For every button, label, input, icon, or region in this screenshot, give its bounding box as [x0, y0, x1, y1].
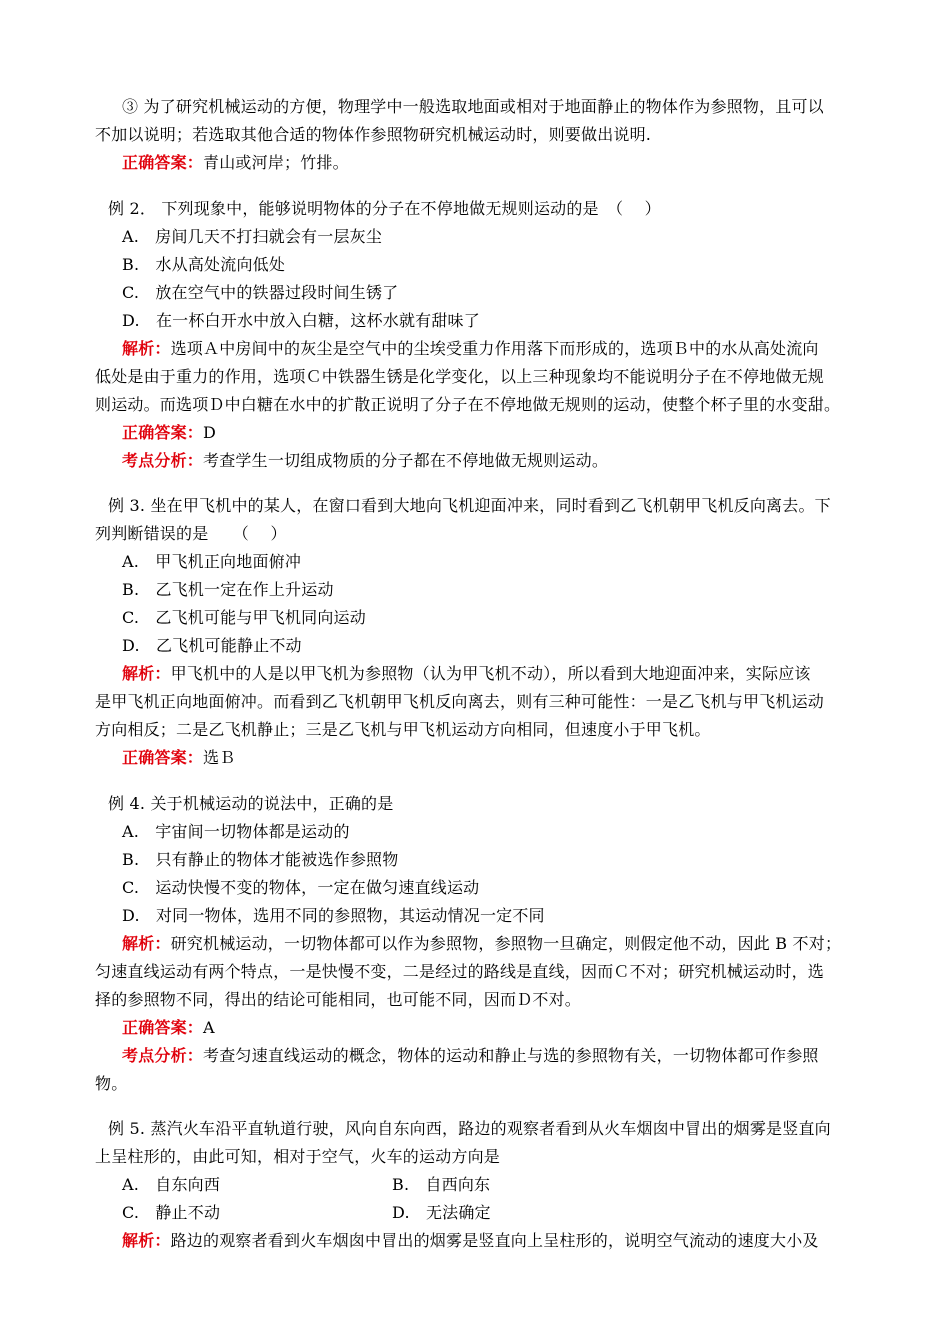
- answer-text: A: [203, 1018, 215, 1037]
- ex4-point-analysis-line-2: 物。: [95, 1074, 128, 1093]
- ex5-option-c: C. 静止不动: [122, 1203, 221, 1222]
- ex2-option-a: A. 房间几天不打扫就会有一层灰尘: [122, 227, 383, 246]
- ex4-analysis-line-2: 匀速直线运动有两个特点，一是快慢不变，二是经过的路线是直线，因而Ｃ不对；研究机械运动时，选: [95, 962, 825, 981]
- analysis-text: 研究机械运动，一切物体都可以作为参照物，参照物一旦确定，则假定他不动，因此 B 不对；: [170, 934, 842, 953]
- ex5-question-line-1: 例 5. 蒸汽火车沿平直轨道行驶，风向自东向西，路边的观察者看到从火车烟囱中冒出的烟雾是竖直向: [108, 1119, 831, 1138]
- ex3-option-d: D. 乙飞机可能静止不动: [122, 636, 302, 655]
- analysis-text: 选项Ａ中房间中的灰尘是空气中的尘埃受重力作用落下而形成的，选项Ｂ中的水从高处流向: [170, 339, 819, 358]
- ex4-option-c: C. 运动快慢不变的物体，一定在做匀速直线运动: [122, 878, 480, 897]
- answer-label: 正确答案：: [122, 748, 204, 767]
- ex4-analysis-line-1: [122, 933, 841, 955]
- ex3-answer: [122, 747, 235, 769]
- ex4-option-d: D. 对同一物体，选用不同的参照物，其运动情况一定不同: [122, 906, 545, 925]
- answer-text: 青山或河岸；竹排。: [203, 153, 349, 172]
- ex2-option-c: C. 放在空气中的铁器过段时间生锈了: [122, 283, 399, 302]
- ex2-option-d: D. 在一杯白开水中放入白糖，这杯水就有甜味了: [122, 311, 480, 330]
- point-label: 考点分析：: [122, 1046, 204, 1065]
- ex4-analysis-line-3: 择的参照物不同，得出的结论可能相同，也可能不同，因而Ｄ不对。: [95, 990, 582, 1009]
- ex5-option-b: B. 自西向东: [392, 1175, 491, 1194]
- ex2-option-b: B. 水从高处流向低处: [122, 255, 286, 274]
- ex3-analysis-line-2: 是甲飞机正向地面俯冲。而看到乙飞机朝甲飞机反向离去，则有三种可能性：一是乙飞机与甲飞机运动: [95, 692, 825, 711]
- ex3-analysis-line-1: [122, 663, 811, 685]
- ex3-option-b: B. 乙飞机一定在作上升运动: [122, 580, 334, 599]
- analysis-label: 解析：: [122, 664, 171, 683]
- ex4-option-a: A. 宇宙间一切物体都是运动的: [122, 822, 350, 841]
- ex5-question-line-2: 上呈柱形的，由此可知，相对于空气，火车的运动方向是: [95, 1147, 501, 1166]
- ex4-point-analysis-line-1: [122, 1045, 819, 1067]
- intro-answer: [122, 152, 349, 174]
- ex2-analysis-line-3: 则运动。而选项Ｄ中白糖在水中的扩散正说明了分子在不停地做无规则的运动，使整个杯子里的水变甜。: [95, 395, 841, 414]
- answer-label: 正确答案：: [122, 1018, 204, 1037]
- ex2-question: 例 2． 下列现象中，能够说明物体的分子在不停地做无规则运动的是 （ ）: [108, 199, 661, 218]
- analysis-text: 路边的观察者看到火车烟囱中冒出的烟雾是竖直向上呈柱形的，说明空气流动的速度大小及: [170, 1231, 819, 1250]
- ex2-analysis-line-2: 低处是由于重力的作用，选项Ｃ中铁器生锈是化学变化，以上三种现象均不能说明分子在不停地做无规: [95, 367, 825, 386]
- ex2-answer: [122, 422, 216, 444]
- ex2-analysis-line-1: [122, 338, 819, 360]
- analysis-label: 解析：: [122, 934, 171, 953]
- ex3-question-line-1: 例 3. 坐在甲飞机中的某人，在窗口看到大地向飞机迎面冲来，同时看到乙飞机朝甲飞机反向离去。下: [108, 496, 831, 515]
- point-label: 考点分析：: [122, 451, 204, 470]
- intro-line-1: ③ 为了研究机械运动的方便，物理学中一般选取地面或相对于地面静止的物体作为参照物，且可以: [122, 97, 824, 116]
- ex2-point-analysis: [122, 450, 608, 472]
- answer-text: 选Ｂ: [203, 748, 236, 767]
- ex3-analysis-line-3: 方向相反；二是乙飞机静止；三是乙飞机与甲飞机运动方向相同，但速度小于甲飞机。: [95, 720, 711, 739]
- point-text: 考查匀速直线运动的概念，物体的运动和静止与选的参照物有关，一切物体都可作参照: [203, 1046, 819, 1065]
- ex3-option-c: C. 乙飞机可能与甲飞机同向运动: [122, 608, 366, 627]
- ex3-option-a: A. 甲飞机正向地面俯冲: [122, 552, 302, 571]
- answer-label: 正确答案：: [122, 153, 204, 172]
- ex4-option-b: B. 只有静止的物体才能被选作参照物: [122, 850, 399, 869]
- ex5-option-a: A. 自东向西: [122, 1175, 221, 1194]
- ex4-answer: [122, 1017, 215, 1039]
- ex4-question: 例 4. 关于机械运动的说法中，正确的是: [108, 794, 394, 813]
- ex5-analysis-line-1: [122, 1230, 819, 1252]
- analysis-label: 解析：: [122, 1231, 171, 1250]
- analysis-label: 解析：: [122, 339, 171, 358]
- answer-label: 正确答案：: [122, 423, 204, 442]
- ex5-option-d: D. 无法确定: [392, 1203, 491, 1222]
- answer-text: D: [203, 423, 217, 442]
- analysis-text: 甲飞机中的人是以甲飞机为参照物（认为甲飞机不动），所以看到大地迎面冲来，实际应该: [170, 664, 811, 683]
- ex3-question-line-2: 列判断错误的是 （ ）: [95, 524, 287, 543]
- intro-line-2: 不加以说明；若选取其他合适的物体作参照物研究机械运动时，则要做出说明.: [95, 125, 652, 144]
- point-text: 考查学生一切组成物质的分子都在不停地做无规则运动。: [203, 451, 609, 470]
